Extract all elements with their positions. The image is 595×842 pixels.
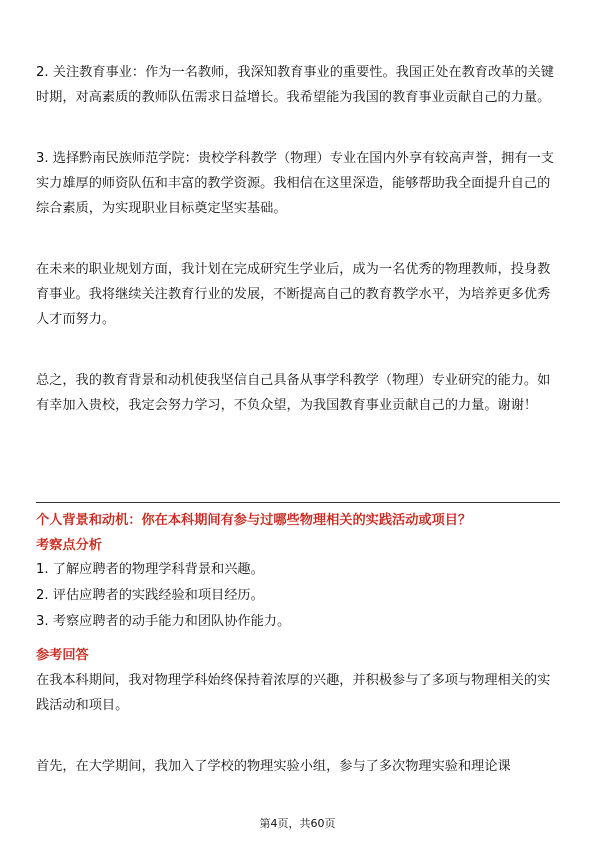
paragraph-conclusion: 总之，我的教育背景和动机使我坚信自己具备从事学科教学（物理）专业研究的能力。如有幸加入贵校，我定会努力学习，不负众望，为我国教育事业贡献自己的力量。谢谢！ — [36, 373, 551, 413]
page-number: 第4页，共60页 — [259, 817, 336, 830]
paragraph-spacer — [36, 221, 560, 257]
analysis-item: 3. 考察应聘者的动手能力和团队协作能力。 — [36, 614, 291, 629]
paragraph-career-plan: 在未来的职业规划方面，我计划在完成研究生学业后，成为一名优秀的物理教师，投身教育事业。我将继续关注教育行业的发展，不断提高自己的教育教学水平，为培养更多优秀人才而努力。 — [36, 262, 551, 327]
paragraph-school-choice: 3. 选择黔南民族师范学院：贵校学科教学（物理）专业在国内外享有较高声誉，拥有一支实力雄厚的师资队伍和丰富的教学资源。我相信在这里深造，能够帮助我全面提升自己的综合素质，为实现职业目标奠定坚实基础。 — [36, 151, 554, 216]
answer-title: 参考回答 — [36, 648, 89, 663]
analysis-title: 考察点分析 — [36, 538, 102, 553]
analysis-item: 1. 了解应聘者的物理学科背景和兴趣。 — [36, 562, 264, 577]
paragraph-education-focus: 2. 关注教育事业：作为一名教师，我深知教育事业的重要性。我国正处在教育改革的关键时期，对高素质的教师队伍需求日益增长。我希望能为我国的教育事业贡献自己的力量。 — [36, 65, 554, 105]
paragraph-spacer — [36, 110, 560, 146]
section-divider — [36, 502, 560, 503]
answer-paragraph: 在我本科期间，我对物理学科始终保持着浓厚的兴趣，并积极参与了多项与物理相关的实践活动和项目。 — [36, 673, 551, 713]
paragraph-spacer — [36, 718, 560, 752]
analysis-item: 2. 评估应聘者的实践经验和项目经历。 — [36, 588, 264, 603]
question-heading: 个人背景和动机：你在本科期间有参与过哪些物理相关的实践活动或项目？ — [36, 513, 472, 528]
paragraph-spacer — [36, 332, 560, 368]
answer-paragraph: 首先，在大学期间，我加入了学校的物理实验小组，参与了多次物理实验和理论课 — [36, 759, 511, 774]
qa-section — [36, 510, 560, 779]
document-body — [36, 60, 560, 418]
